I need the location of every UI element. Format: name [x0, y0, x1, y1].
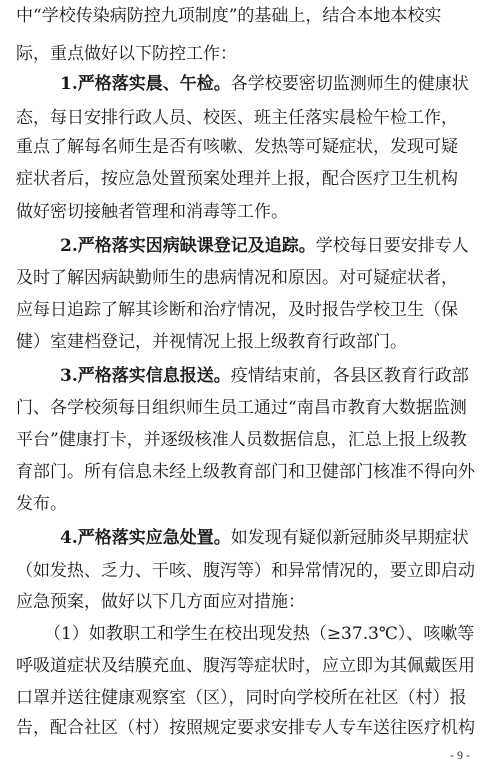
- text-line: 态，每日安排行政人员、校医、班主任落实晨检午检工作，: [16, 108, 458, 128]
- text-line: 做好密切接触者管理和消毒等工作。: [16, 202, 288, 222]
- text-line: 中“学校传染病防控九项制度”的基础上，结合本地本校实: [16, 6, 442, 26]
- text-line: 症状者后，按应急处置预案处理并上报，配合医疗卫生机构: [16, 169, 458, 189]
- text-line: 健）室建档登记，并视情况上报上级教育行政部门。: [16, 332, 407, 352]
- text-line: 应每日追踪了解其诊断和治疗情况，及时报告学校卫生（保: [16, 300, 458, 320]
- text-line: 育部门。所有信息未经上级教育部门和卫健部门核准不得向外: [16, 462, 475, 482]
- section-1-first-line: 1.严格落实晨、午检。各学校要密切监测师生的健康状: [60, 74, 469, 94]
- text-line: （如发热、乏力、干咳、腹泻等）和异常情况的，要立即启动: [16, 561, 475, 581]
- text-line: 告，配合社区（村）按照规定要求安排专人专车送往医疗机构: [16, 718, 475, 738]
- section-heading: 4.严格落实应急处置。: [60, 528, 231, 548]
- text-line: 及时了解因病缺勤师生的患病情况和原因。对可疑症状者，: [16, 268, 458, 288]
- text-line: 呼吸道症状及结膜充血、腹泻等症状时，应立即为其佩戴医用: [16, 656, 475, 676]
- text-line: 际，重点做好以下防控工作：: [16, 44, 237, 64]
- section-2-first-line: 2.严格落实因病缺课登记及追踪。学校每日要安排专人: [60, 236, 469, 256]
- text-line: [0, 747, 488, 767]
- text-line: 口罩并送往健康观察室（区），同时向学校所在社区（村）报: [16, 688, 467, 708]
- text-line: 重点了解每名师生是否有咳嗽、发热等可疑症状，发现可疑: [16, 137, 458, 157]
- page-number: - 9 -: [450, 748, 470, 762]
- section-heading: 1.严格落实晨、午检。: [60, 74, 231, 94]
- section-heading: 2.严格落实因病缺课登记及追踪。: [60, 236, 316, 256]
- section-3-first-line: 3.严格落实信息报送。疫情结束前，各县区教育行政部: [60, 366, 469, 386]
- section-heading: 3.严格落实信息报送。: [60, 366, 231, 386]
- text-line: 门、各学校须每日组织师生员工通过“南昌市教育大数据监测: [16, 398, 467, 418]
- text-line: 发布。: [16, 494, 67, 514]
- text-line: 应急预案，做好以下几方面应对措施：: [16, 592, 305, 612]
- text-line: （1）如教职工和学生在校出现发热（≥37.3℃）、咳嗽等: [44, 624, 475, 644]
- section-4-first-line: 4.严格落实应急处置。如发现有疑似新冠肺炎早期症状: [60, 528, 469, 548]
- text-line: 平台”健康打卡，并逐级核准人员数据信息，汇总上报上级教: [16, 430, 467, 450]
